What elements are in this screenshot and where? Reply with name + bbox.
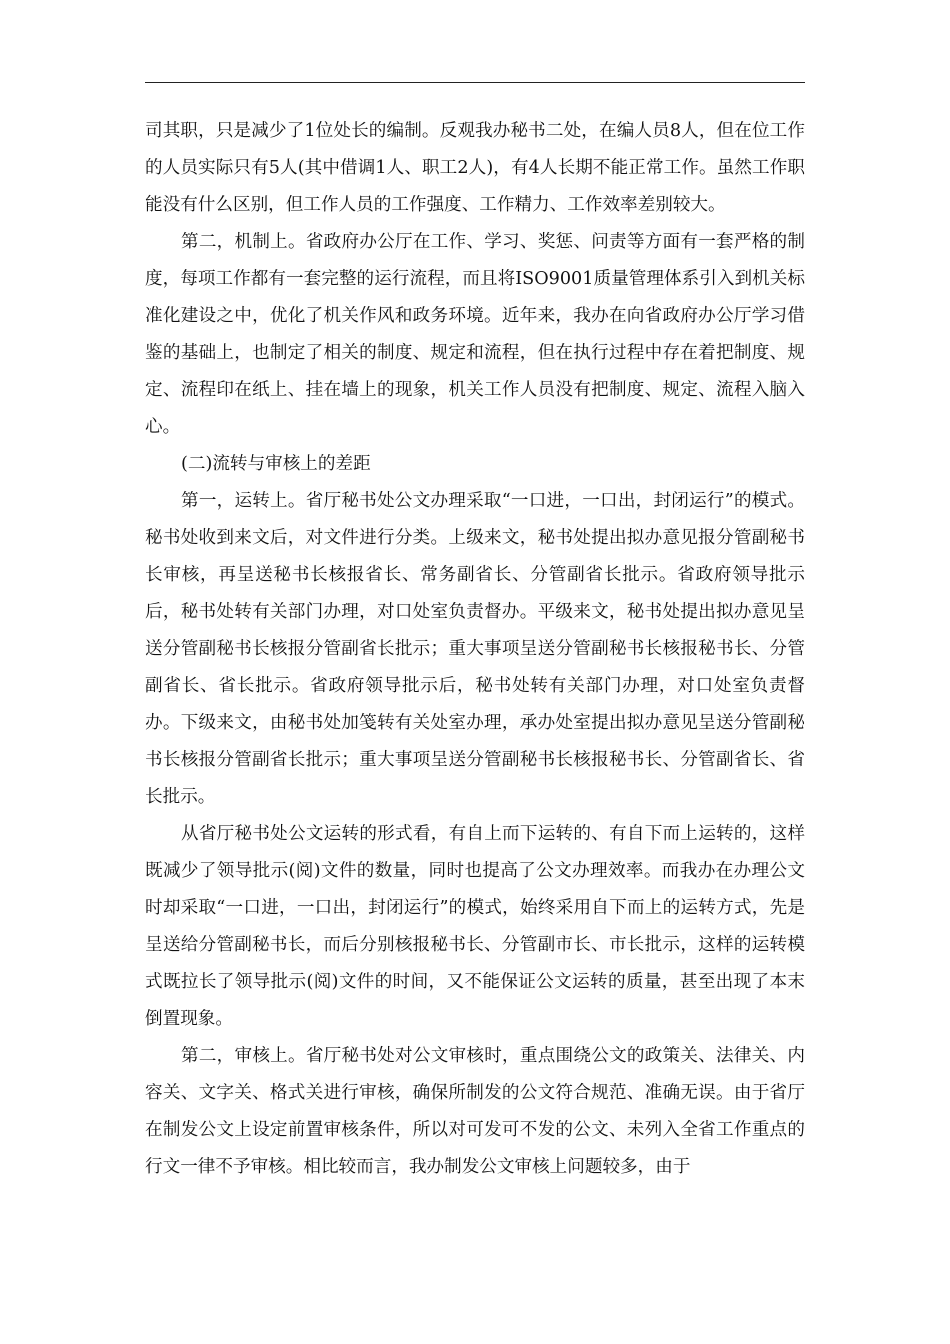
section-heading: (二)流转与审核上的差距 xyxy=(181,454,371,474)
paragraph-5: 第二，审核上。省厅秘书处对公文审核时，重点围绕公文的政策关、法律关、内容关、文字关、格式关进行审核，确保所制发的公文符合规范、准确无误。由于省厅在制发公文上设定前置审核条件，所以对可发可不发的公文、未列入全省工作重点的行文一律不予审核。相比较而言，我办制发公文审核上问题较多，由于 xyxy=(145,1046,805,1177)
header-rule xyxy=(145,82,805,83)
paragraph-1: 司其职，只是减少了1位处长的编制。反观我办秘书二处，在编人员8人，但在位工作的人员实际只有5人(其中借调1人、职工2人)，有4人长期不能正常工作。虽然工作职能没有什么区别，但工作人员的工作强度、工作精力、工作效率差别较大。 xyxy=(145,121,805,215)
paragraph-4: 从省厅秘书处公文运转的形式看，有自上而下运转的、有自下而上运转的，这样既减少了领导批示(阅)文件的数量，同时也提高了公文办理效率。而我办在办理公文时却采取“一口进，一口出，封闭运行”的模式，始终采用自下而上的运转方式，先是呈送给分管副秘书长，而后分别核报秘书长、分管副市长、市长批示，这样的运转模式既拉长了领导批示(阅)文件的时间，又不能保证公文运转的质量，甚至出现了本末倒置现象。 xyxy=(145,824,805,1029)
paragraph-2: 第二，机制上。省政府办公厅在工作、学习、奖惩、问责等方面有一套严格的制度，每项工作都有一套完整的运行流程，而且将ISO9001质量管理体系引入到机关标准化建设之中，优化了机关作风和政务环境。近年来，我办在向省政府办公厅学习借鉴的基础上，也制定了相关的制度、规定和流程，但在执行过程中存在着把制度、规定、流程印在纸上、挂在墙上的现象，机关工作人员没有把制度、规定、流程入脑入心。 xyxy=(145,232,805,437)
document-body xyxy=(145,113,805,1186)
paragraph-3: 第一，运转上。省厅秘书处公文办理采取“一口进，一口出，封闭运行”的模式。秘书处收到来文后，对文件进行分类。上级来文，秘书处提出拟办意见报分管副秘书长审核，再呈送秘书长核报省长、常务副省长、分管副省长批示。省政府领导批示后，秘书处转有关部门办理，对口处室负责督办。平级来文，秘书处提出拟办意见呈送分管副秘书长核报分管副省长批示；重大事项呈送分管副秘书长核报秘书长、分管副省长、省长批示。省政府领导批示后，秘书处转有关部门办理，对口处室负责督办。下级来文，由秘书处加笺转有关处室办理，承办处室提出拟办意见呈送分管副秘书长核报分管副省长批示；重大事项呈送分管副秘书长核报秘书长、分管副省长、省长批示。 xyxy=(145,491,805,807)
